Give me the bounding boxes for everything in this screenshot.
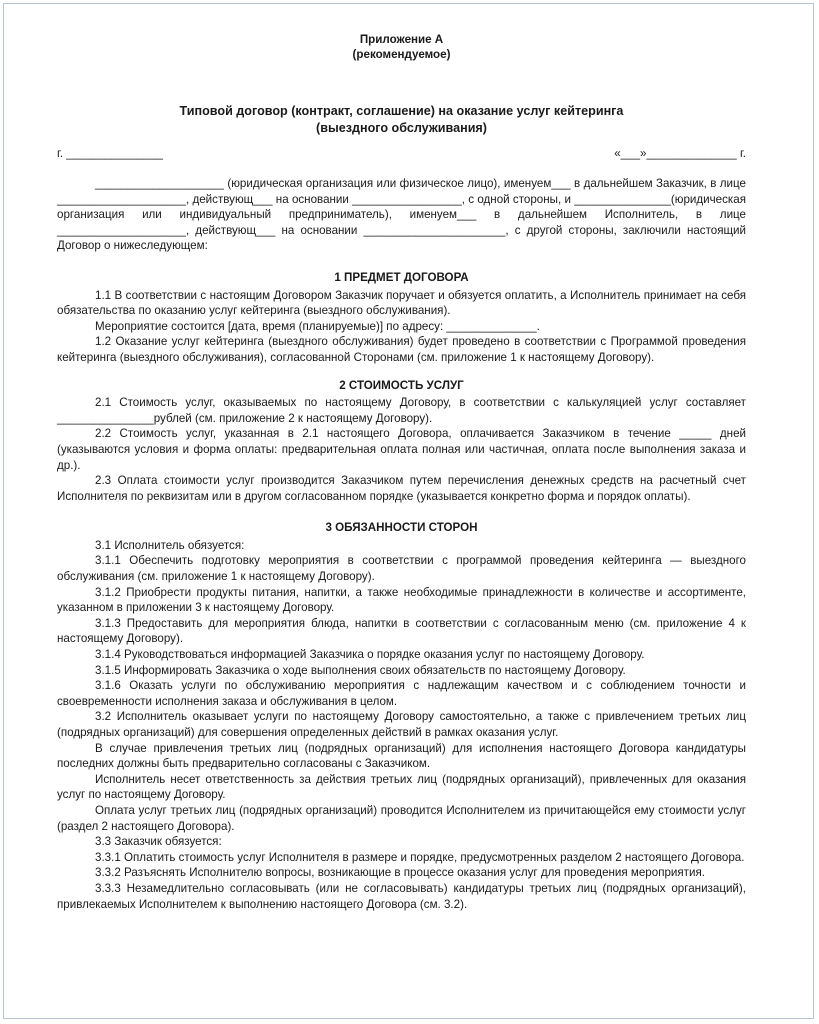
clause-3-1-5: 3.1.5 Информировать Заказчика о ходе выполнения своих обязательств по настоящему Договору.: [95, 663, 626, 677]
preamble-paragraph: ____________________ (юридическая организация или физическое лицо), именуем___ в дальнейшем Заказчик, в лице ____________________, действующ___ на основании _________________, с одной стороны, и _______________(юридическая организация или индивидуальный предприниматель), именуем___ в дальнейшем Исполнитель, в лице ____________________, действующ___ на основании ______________________, с другой стороны, заключили настоящий Договор о нижеследующем:: [57, 177, 746, 253]
clause-3-1-2: 3.1.2 Приобрести продукты питания, напитки, а также необходимые принадлежности в количестве и ассортименте, указанном в приложении 3 к настоящему Договору.: [57, 585, 746, 615]
clause-3-2-payment: Оплата услуг третьих лиц (подрядных организаций) проводится Исполнителем из причитающейся ему стоимости услуг (раздел 2 настоящего Договора).: [57, 803, 746, 833]
clause-3-2-subcontractor-approval: В случае привлечения третьих лиц (подрядных организаций) для исполнения настоящего Договора кандидатуры последних должны быть предварительно согласованы с Заказчиком.: [57, 741, 746, 771]
annex-sublabel: (рекомендуемое): [352, 48, 451, 61]
clause-2-1: 2.1 Стоимость услуг, оказываемых по настоящему Договору, в соответствии с калькуляцией услуг составляет _______________рублей (см. приложение 2 к настоящему Договору).: [57, 396, 746, 425]
section-3-heading: 3 ОБЯЗАННОСТИ СТОРОН: [325, 521, 478, 535]
section-1-heading: 1 ПРЕДМЕТ ДОГОВОРА: [334, 270, 469, 284]
date-field: «___»______________ г.: [614, 147, 746, 160]
clause-3-3-1: 3.3.1 Оплатить стоимость услуг Исполнителя в размере и порядке, предусмотренных разделом 2 настоящего Договора.: [95, 850, 745, 864]
clause-2-2: 2.2 Стоимость услуг, указанная в 2.1 настоящего Договора, оплачивается Заказчиком в течение _____ дней (указываются условия и форма оплаты: предварительная оплата полная или частичная, оплата после выполнения заказа и др.).: [57, 427, 746, 472]
clause-3-3-3: 3.3.3 Незамедлительно согласовывать (или не согласовывать) кандидатуры третьих лиц (подрядных организаций), привлекаемых Исполнителем к выполнению настоящего Договора (см. 3.2).: [57, 881, 746, 911]
place-date-row: [57, 146, 746, 162]
clause-3-3: 3.3 Заказчик обязуется:: [95, 835, 222, 849]
document-title-line-2: (выездного обслуживания): [316, 120, 487, 135]
clause-2-3: 2.3 Оплата стоимости услуг производится Заказчиком путем перечисления денежных средств на расчетный счет Исполнителя по реквизитам или в другом согласованном порядке (указывается конкретно форма и порядок оплаты).: [57, 474, 746, 503]
place-field: г. _______________: [57, 147, 163, 160]
clause-3-1-6: 3.1.6 Оказать услуги по обслуживанию мероприятия с надлежащим качеством и с соблюдением точности и своевременности исполнения заказа и обслуживания в целом.: [57, 679, 746, 708]
clause-3-2: 3.2 Исполнитель оказывает услуги по настоящему Договору самостоятельно, а также с привлечением третьих лиц (подрядных организаций) для совершения определенных действий в рамках оказания услуг.: [57, 710, 746, 739]
clause-3-1: 3.1 Исполнитель обязуется:: [95, 538, 245, 552]
event-address-line: Мероприятие состоится [дата, время (планируемые)] по адресу: ______________.: [95, 319, 540, 333]
clause-3-1-3: 3.1.3 Предоставить для мероприятия блюда, напитки в соответствии с согласованным меню (см. приложение 4 к настоящему Договору).: [57, 616, 746, 646]
clause-3-2-liability: Исполнитель несет ответственность за действия третьих лиц (подрядных организаций), привлеченных для оказания услуг по настоящему Договору.: [57, 772, 746, 802]
document-page: [3, 3, 814, 1019]
clause-3-1-1: 3.1.1 Обеспечить подготовку мероприятия в соответствии с программой проведения кейтеринга — выездного обслуживания (см. приложение 1 к настоящему Договору).: [57, 554, 746, 584]
document-body: [57, 32, 746, 912]
clause-3-1-4: 3.1.4 Руководствоваться информацией Заказчика о порядке оказания услуг по настоящему Договору.: [95, 648, 645, 662]
clause-1-1: 1.1 В соответствии с настоящим Договором Заказчик поручает и обязуется оплатить, а Исполнитель принимает на себя обязательства по оказанию услуг кейтеринга (выездного обслуживания).: [57, 288, 746, 318]
annex-label: Приложение А: [359, 33, 444, 46]
document-title-line-1: Типовой договор (контракт, соглашение) на оказание услуг кейтеринга: [179, 104, 624, 118]
clause-1-2: 1.2 Оказание услуг кейтеринга (выездного обслуживания) будет проведено в соответствии с Программой проведения кейтеринга (выездного обслуживания), согласованной Сторонами (см. приложение 1 к настоящему Договору).: [57, 335, 746, 364]
clause-3-3-2: 3.3.2 Разъяснять Исполнителю вопросы, возникающие в процессе оказания услуг для проведения мероприятия.: [95, 866, 705, 880]
section-2-heading: 2 СТОИМОСТЬ УСЛУГ: [339, 378, 464, 392]
